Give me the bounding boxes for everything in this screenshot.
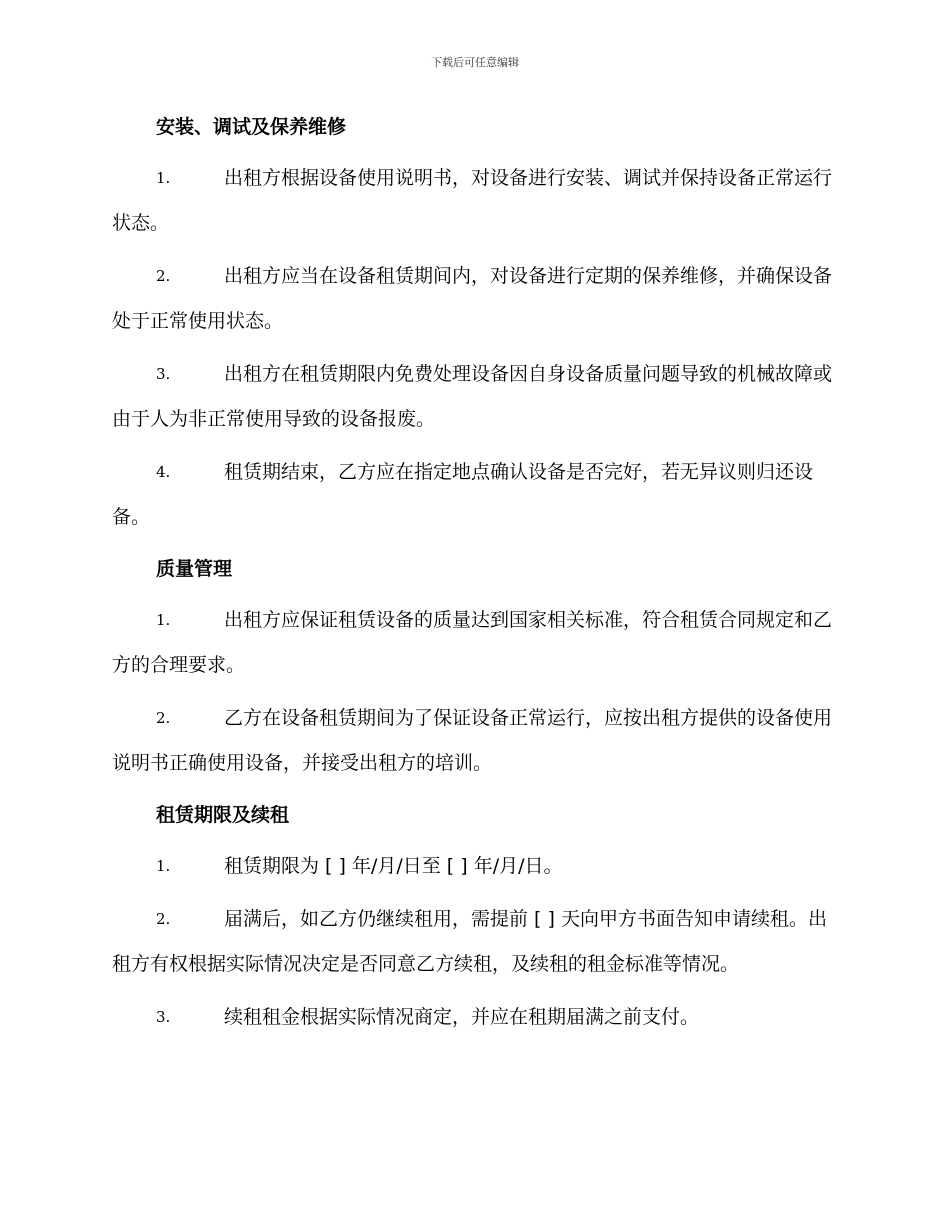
section-lease-term (112, 800, 834, 1040)
list-item (112, 450, 834, 540)
item-number: 1. (156, 611, 171, 629)
list-item (112, 254, 834, 344)
document-body (112, 112, 834, 1040)
item-number: 3. (156, 1008, 171, 1026)
list-item (112, 995, 834, 1040)
item-number: 2. (156, 709, 171, 727)
section-quality (112, 554, 834, 786)
item-number: 2. (156, 910, 171, 928)
item-text: 届满后，如乙方仍继续租用，需提前 [ ] 天向甲方书面告知申请续租。出租方有权根据实际情况决定是否同意乙方续租，及续租的租金标准等情况。 (112, 908, 827, 975)
section-installation (112, 112, 834, 540)
item-number: 1. (156, 857, 171, 875)
list-item (112, 156, 834, 246)
item-number: 1. (156, 169, 171, 187)
item-number: 4. (156, 463, 171, 481)
item-text: 租赁期限为 [ ] 年/月/日至 [ ] 年/月/日。 (224, 855, 563, 877)
item-number: 3. (156, 365, 171, 383)
list-item (112, 897, 834, 987)
section-heading: 安装、调试及保养维修 (156, 116, 347, 138)
item-text: 出租方在租赁期限内免费处理设备因自身设备质量问题导致的机械故障或由于人为非正常使用导致的设备报废。 (112, 363, 833, 430)
item-text: 续租租金根据实际情况商定，并应在租期届满之前支付。 (224, 1006, 700, 1028)
item-text: 出租方应保证租赁设备的质量达到国家相关标准，符合租赁合同规定和乙方的合理要求。 (112, 609, 833, 676)
item-text: 出租方根据设备使用说明书，对设备进行安装、调试并保持设备正常运行状态。 (112, 167, 833, 234)
item-text: 租赁期结束，乙方应在指定地点确认设备是否完好，若无异议则归还设备。 (112, 461, 814, 528)
item-text: 出租方应当在设备租赁期间内，对设备进行定期的保养维修，并确保设备处于正常使用状态。 (112, 265, 833, 332)
item-number: 2. (156, 267, 171, 285)
list-item (112, 696, 834, 786)
item-text: 乙方在设备租赁期间为了保证设备正常运行，应按出租方提供的设备使用说明书正确使用设备，并接受出租方的培训。 (112, 707, 833, 774)
section-heading: 租赁期限及续租 (156, 804, 290, 826)
section-heading: 质量管理 (156, 558, 233, 580)
list-item (112, 352, 834, 442)
list-item (112, 598, 834, 688)
list-item (112, 844, 834, 889)
page-header: 下载后可任意编辑 (431, 56, 519, 69)
